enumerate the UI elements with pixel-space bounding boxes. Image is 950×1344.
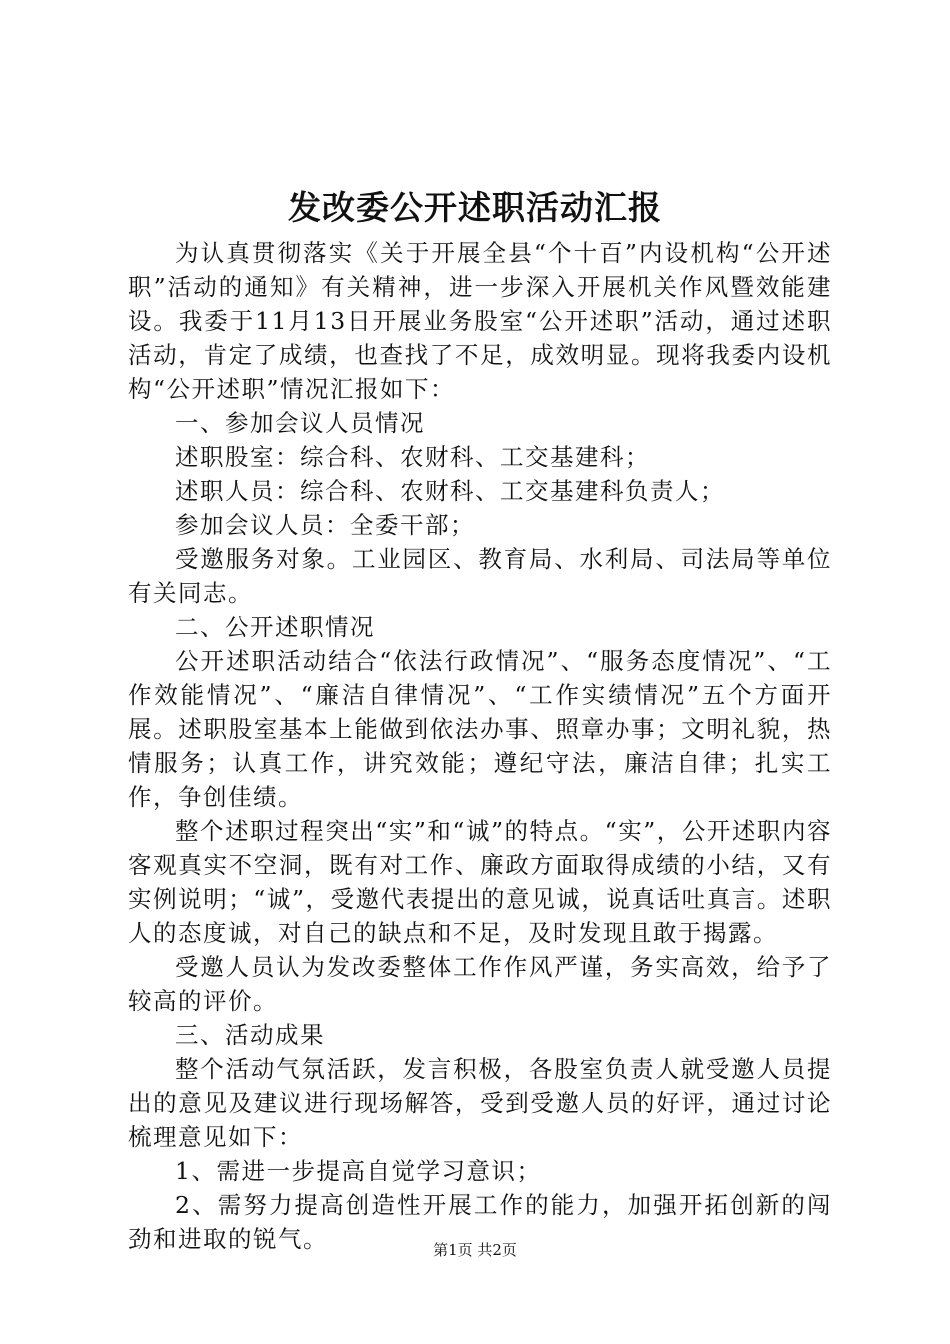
paragraph-attendees: 参加会议人员：全委干部； — [175, 511, 475, 539]
paragraph-intro: 为认真贯彻落实《关于开展全县“个十百”内设机构“公开述职”活动的通知》有关精神，进一步深入开展机关作风暨效能建设。我委于11月13日开展业务股室“公开述职”活动，通过述职活动，肯定了成绩，也查找了不足，成效明显。现将我委内设机构“公开述职”情况汇报如下： — [128, 239, 832, 403]
section-heading-2: 二、公开述职情况 — [175, 613, 375, 641]
document-title: 发改委公开述职活动汇报 — [288, 188, 662, 227]
section-heading-1: 一、参加会议人员情况 — [175, 409, 425, 437]
section-heading-3: 三、活动成果 — [175, 1021, 325, 1049]
paragraph-invitees: 受邀服务对象。工业园区、教育局、水利局、司法局等单位有关同志。 — [128, 545, 832, 607]
document-body — [128, 236, 832, 1256]
paragraph-reporters: 述职人员：综合科、农财科、工交基建科负责人； — [175, 477, 725, 505]
page-footer: 第1页 共2页 — [433, 1241, 517, 1259]
list-item-1: 1、需进一步提高自觉学习意识； — [175, 1157, 542, 1185]
paragraph-report-aspects: 公开述职活动结合“依法行政情况”、“服务态度情况”、“工作效能情况”、“廉洁自律情况”、“工作实绩情况”五个方面开展。述职股室基本上能做到依法办事、照章办事；文明礼貌，热情服务；认真工作，讲究效能；遵纪守法，廉洁自律；扎实工作，争创佳绩。 — [128, 647, 832, 811]
list-item-2: 2、需努力提高创造性开展工作的能力，加强开拓创新的闯劲和进取的锐气。 — [128, 1191, 832, 1253]
paragraph-results: 整个活动气氛活跃，发言积极，各股室负责人就受邀人员提出的意见及建议进行现场解答，受到受邀人员的好评，通过讨论梳理意见如下： — [128, 1055, 832, 1151]
paragraph-offices: 述职股室：综合科、农财科、工交基建科； — [175, 443, 650, 471]
paragraph-characteristics: 整个述职过程突出“实”和“诚”的特点。“实”，公开述职内容客观真实不空洞，既有对工作、廉政方面取得成绩的小结，又有实例说明；“诚”，受邀代表提出的意见诚，说真话吐真言。述职人的态度诚，对自己的缺点和不足，及时发现且敢于揭露。 — [128, 817, 832, 947]
paragraph-evaluation: 受邀人员认为发改委整体工作作风严谨，务实高效，给予了较高的评价。 — [128, 953, 832, 1015]
